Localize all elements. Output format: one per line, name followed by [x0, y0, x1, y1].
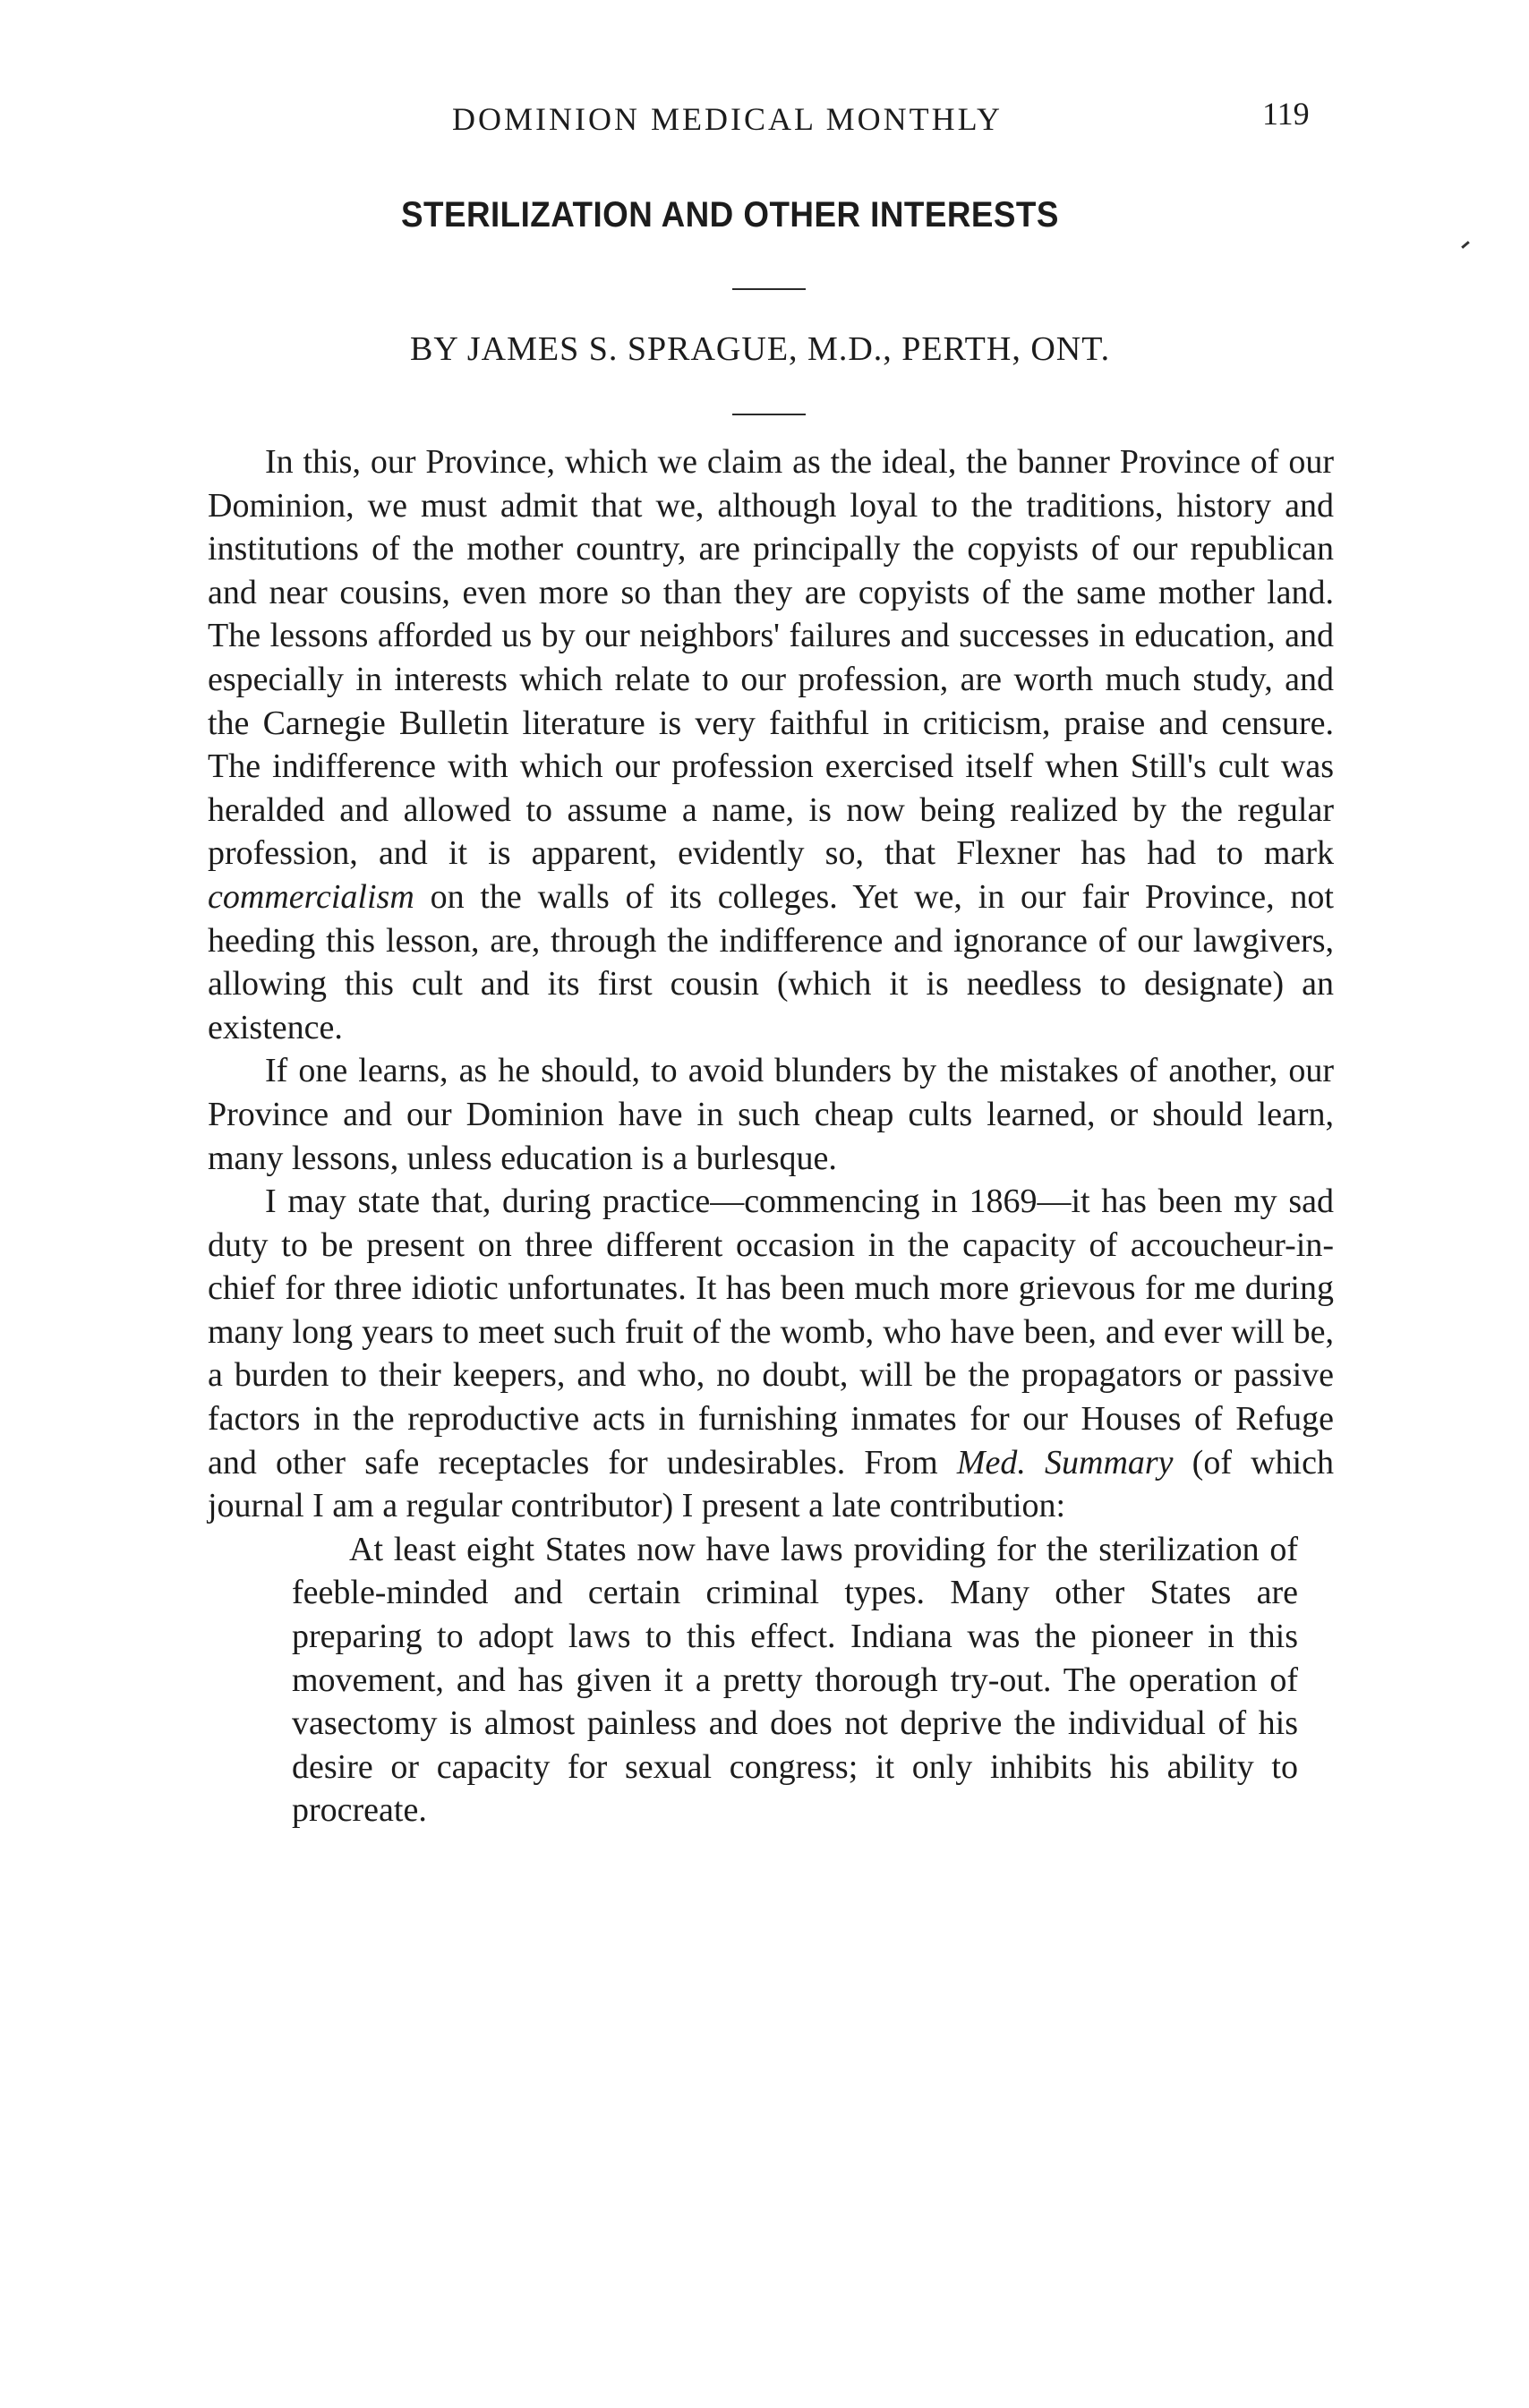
body-paragraph	[208, 440, 1334, 1049]
body-paragraph: If one learns, as he should, to avoid blunders by the mistakes of another, our Province and our Dominion have in such cheap cults learned, or should learn, many lessons, unless education is a burlesque.	[208, 1052, 1334, 1177]
margin-mark	[1461, 241, 1470, 249]
page-number: 119	[1262, 96, 1310, 132]
author-byline: BY JAMES S. SPRAGUE, M.D., PERTH, ONT.	[410, 330, 1111, 368]
paragraph-text: on the walls of its colleges. Yet we, in our fair Province, not heeding this lesson, are, through the indifference and ignorance of our lawgivers, allowing this cult and its first cousin (which it is needless to designate) an existence.	[208, 877, 1334, 1046]
paragraph-text: In this, our Province, which we claim as the ideal, the banner Province of our Dominion, we must admit that we, although loyal to the traditions, history and institutions of the mother country, are principally the copyists of our republican and near cousins, even more so than they are copyists of the same mother land. The lessons afforded us by our neighbors' failures and successes in education, and especially in interests which relate to our profession, are worth much study, and the Carnegie Bulletin literature is very faithful in criticism, praise and censure. The indifference with which our profession exercised itself when Still's cult was heralded and allowed to assume a name, is now being realized by the regular profession, and it is apparent, evidently so, that Flexner has had to mark	[208, 443, 1334, 873]
article-title: STERILIZATION AND OTHER INTERESTS	[401, 195, 1059, 235]
block-quotation	[292, 1528, 1298, 1832]
title-divider-rule	[732, 288, 806, 290]
quotation-text: At least eight States now have laws providing for the sterilization of feeble-minded and certain criminal types. Many other States are preparing to adopt laws to this effect. Indiana was the pioneer in this movement, and has given it a pretty thorough try-out. The operation of vasectomy is almost painless and does not deprive the individual of his desire or capacity for sexual congress; it only inhibits his ability to procreate.	[292, 1530, 1298, 1830]
paragraph-text: (of which journal I am a regular contributor) I present a late contribution:	[208, 1443, 1334, 1525]
paragraph-text: I may state that, during practice—commencing in 1869—it has been my sad duty to be present on three different occasion in the capacity of accoucheur-in-chief for three idiotic unfortunates. It has been much more grievous for me during many long years to meet such fruit of the womb, who have been, and ever will be, a burden to their keepers, and who, no doubt, will be the propagators or passive factors in the reproductive acts in furnishing inmates for our Houses of Refuge and other safe receptacles for undesirables. From	[208, 1183, 1334, 1482]
byline-divider-rule	[732, 414, 806, 415]
body-paragraph	[208, 1180, 1334, 1528]
running-head: DOMINION MEDICAL MONTHLY	[452, 101, 1004, 137]
italic-journal-title: Med. Summary	[956, 1443, 1174, 1482]
italic-term: commercialism	[208, 877, 414, 916]
article-body	[208, 440, 1334, 1832]
